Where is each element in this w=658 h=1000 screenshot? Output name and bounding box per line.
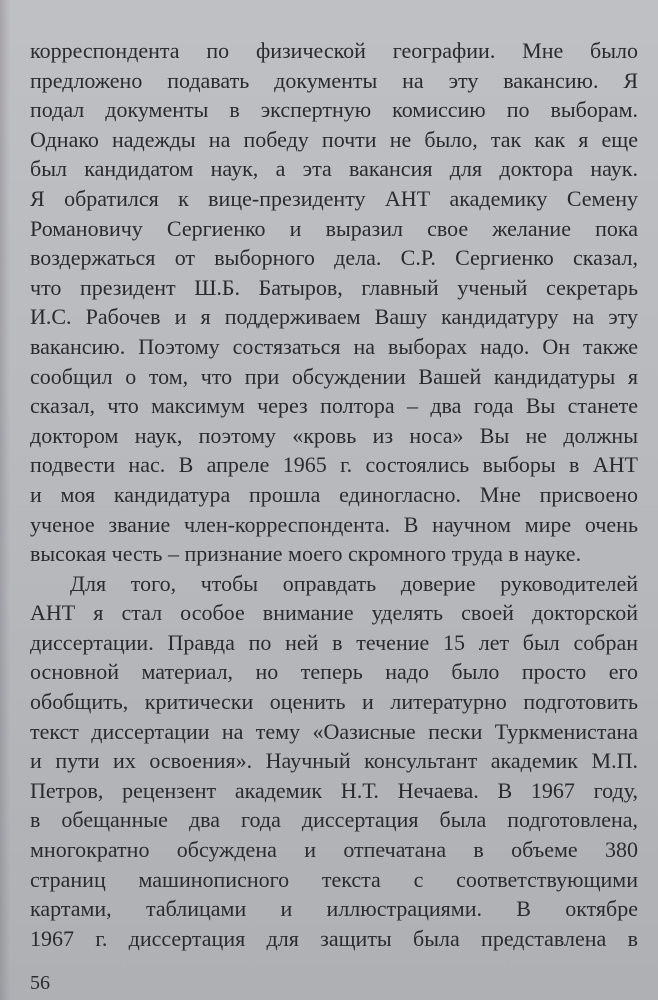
page-edge-shadow — [0, 0, 10, 1000]
text-line: вакансию. Поэтому состязаться на выборах надо. Он также — [30, 333, 638, 359]
body-text — [30, 36, 638, 953]
text-line: АНТ я стал особое внимание уделять своей докторской — [30, 600, 638, 626]
text-line: был кандидатом наук, а эта вакансия для доктора наук. — [30, 156, 638, 182]
text-line: Романовичу Сергиенко и выразил свое желание пока — [30, 215, 638, 241]
text-line: доктором наук, поэтому «кровь из носа» Вы не должны — [30, 422, 638, 448]
text-line: высокая честь – признание моего скромного труда в науке. — [30, 541, 582, 567]
text-line: подвести нас. В апреле 1965 г. состоялись выборы в АНТ — [30, 452, 638, 478]
text-line: Однако надежды на победу почти не было, так как я еще — [30, 126, 638, 152]
text-line: сказал, что максимум через полтора – два года Вы станете — [30, 393, 638, 419]
text-line: страниц машинописного текста с соответствующими — [30, 866, 638, 892]
text-line: 1967 г. диссертация для защиты была представлена в — [30, 925, 638, 951]
text-line: ученое звание член-корреспондента. В научном мире очень — [30, 511, 638, 537]
paragraph-first-line: Для того, чтобы оправдать доверие руководителей — [70, 570, 638, 596]
text-line: Петров, рецензент академик Н.Т. Нечаева. В 1967 году, — [30, 777, 638, 803]
text-line: в обещанные два года диссертация была подготовлена, — [30, 807, 638, 833]
text-line: И.С. Рабочев и я поддерживаем Вашу кандидатуру на эту — [30, 304, 638, 330]
text-line: подал документы в экспертную комиссию по выборам. — [30, 97, 638, 123]
text-line: что президент Ш.Б. Батыров, главный ученый секретарь — [30, 274, 638, 300]
text-line: и моя кандидатура прошла единогласно. Мне присвоено — [30, 481, 638, 507]
text-line: обобщить, критически оценить и литературно подготовить — [30, 689, 638, 715]
text-line: воздержаться от выборного дела. С.Р. Сергиенко сказал, — [30, 245, 638, 271]
text-line: диссертации. Правда по ней в течение 15 лет был собран — [30, 629, 638, 655]
page-number: 56 — [30, 972, 50, 994]
text-line: сообщил о том, что при обсуждении Вашей кандидатуры я — [30, 363, 638, 389]
text-line: корреспондента по физической географии. Мне было — [30, 38, 638, 63]
text-line: и пути их освоения». Научный консультант академик М.П. — [30, 748, 638, 774]
text-line: Я обратился к вице-президенту АНТ академику Семену — [30, 185, 638, 211]
text-line: картами, таблицами и иллюстрациями. В октябре — [30, 896, 638, 922]
text-line: предложено подавать документы на эту вакансию. Я — [30, 67, 638, 93]
text-line: многократно обсуждена и отпечатана в объеме 380 — [30, 837, 638, 863]
text-line: текст диссертации на тему «Оазисные пески Туркменистана — [30, 718, 638, 744]
text-line: основной материал, но теперь надо было просто его — [30, 659, 638, 685]
